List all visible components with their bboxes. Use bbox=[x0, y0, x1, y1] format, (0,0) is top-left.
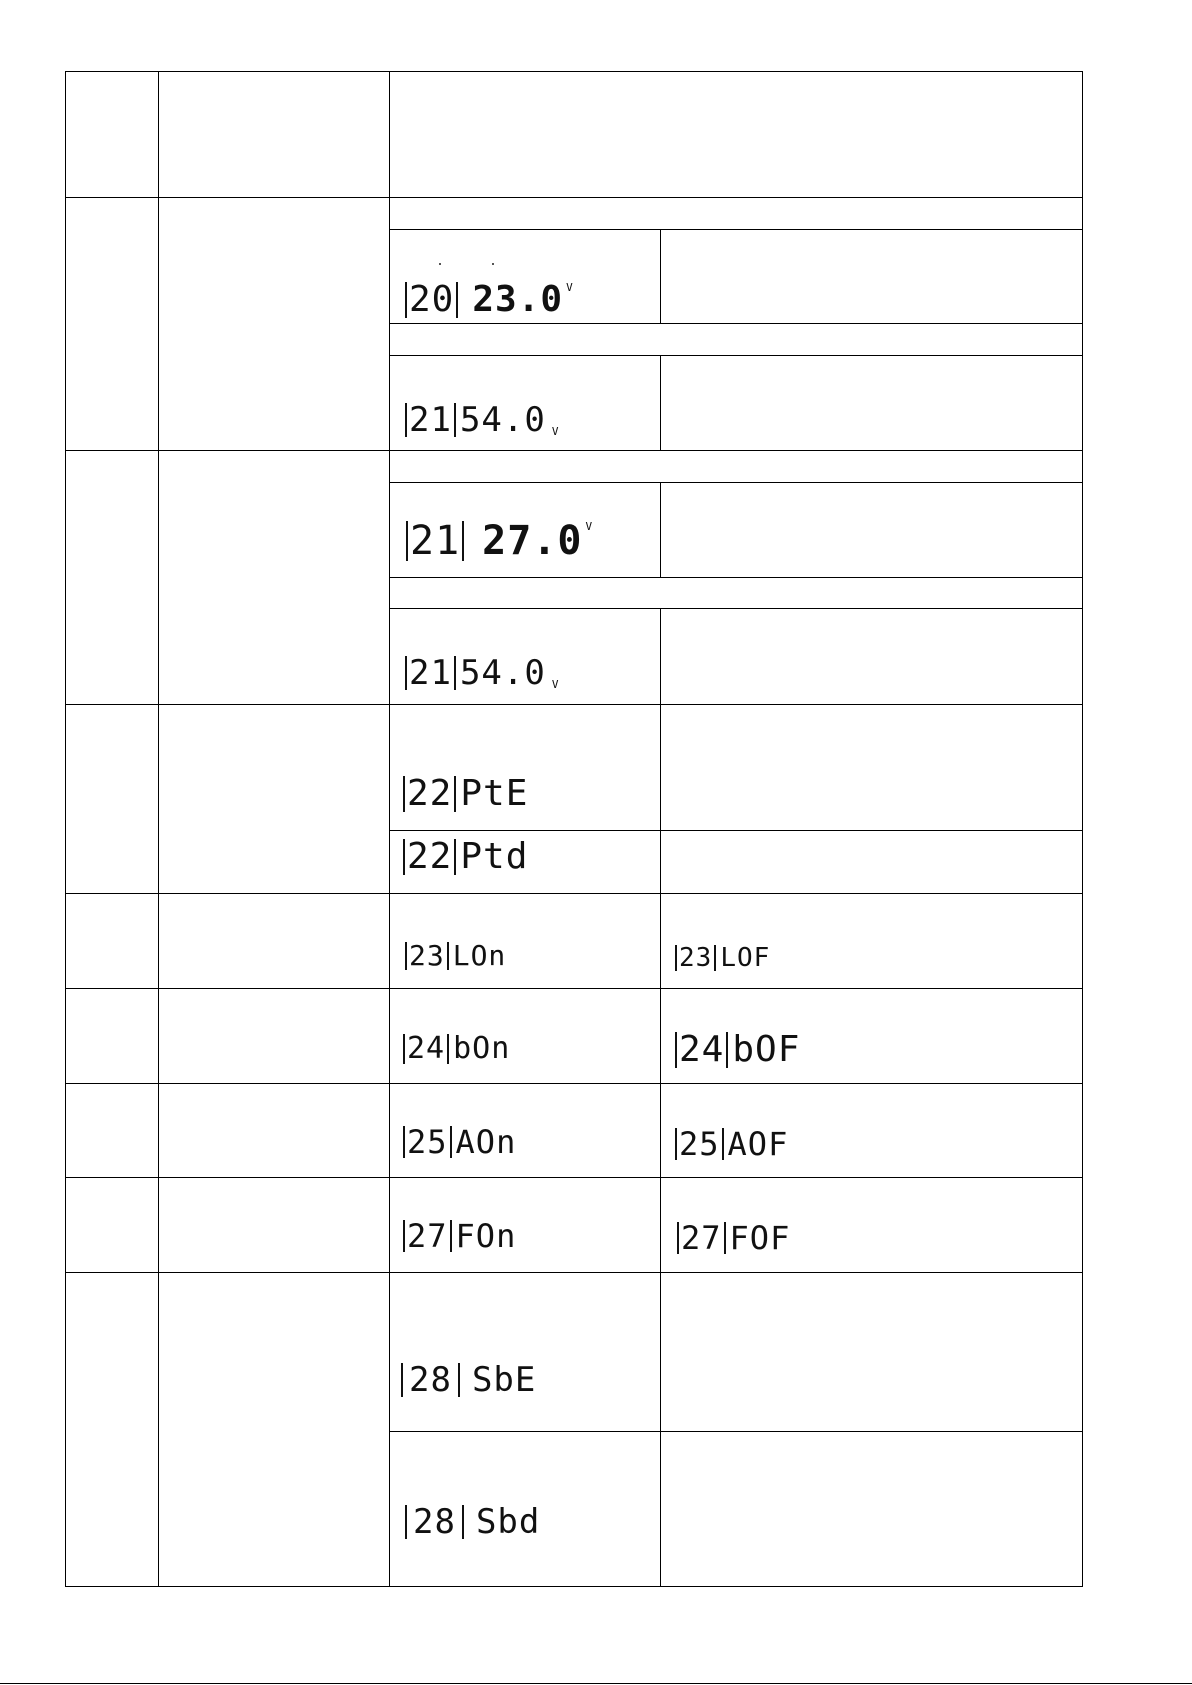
lcd-code: 24 bbox=[675, 1032, 728, 1068]
lcd-value: AOn bbox=[455, 1123, 517, 1161]
lcd-readout bbox=[675, 1029, 801, 1070]
lcd-value: Sbd bbox=[475, 1502, 541, 1542]
table-divider-col2 bbox=[389, 71, 390, 1587]
lcd-value: FOn bbox=[455, 1217, 517, 1255]
lcd-segment-mark bbox=[492, 263, 494, 265]
lcd-code: 22 bbox=[403, 776, 456, 812]
lcd-unit: V bbox=[585, 520, 593, 533]
table-border-left bbox=[65, 71, 66, 1587]
lcd-readout bbox=[405, 939, 507, 972]
lcd-value: PtE bbox=[460, 773, 529, 814]
lcd-value: 27.0 bbox=[482, 518, 583, 564]
lcd-readout bbox=[403, 1031, 511, 1066]
table-divider-col3 bbox=[660, 356, 661, 450]
lcd-readout bbox=[405, 1502, 541, 1542]
lcd-readout bbox=[403, 1217, 517, 1255]
table-border-bottom bbox=[65, 1586, 1083, 1587]
lcd-value: LOn bbox=[452, 939, 507, 972]
page-bottom-rule bbox=[0, 1683, 1192, 1684]
lcd-code: 23 bbox=[405, 942, 449, 970]
lcd-readout bbox=[405, 279, 573, 320]
subrow-divider bbox=[389, 1431, 1083, 1432]
lcd-unit: V bbox=[566, 281, 573, 294]
lcd-value: 23.0 bbox=[472, 279, 564, 320]
lcd-code: 21 bbox=[406, 521, 464, 561]
lcd-code: 27 bbox=[403, 1220, 452, 1252]
lcd-value: LOF bbox=[720, 943, 771, 973]
lcd-readout bbox=[403, 1123, 517, 1161]
lcd-value: AOF bbox=[727, 1125, 789, 1163]
table-border-top bbox=[65, 71, 1083, 72]
lcd-unit: V bbox=[551, 425, 559, 438]
row-divider bbox=[65, 450, 1083, 451]
table-divider-col1 bbox=[158, 71, 159, 1587]
lcd-code: 27 bbox=[677, 1222, 726, 1254]
subrow-divider bbox=[389, 577, 1083, 578]
lcd-value: FOF bbox=[729, 1219, 791, 1257]
lcd-code: 21 bbox=[405, 656, 456, 690]
row-divider bbox=[65, 704, 1083, 705]
lcd-value: 54.0 bbox=[459, 653, 546, 693]
lcd-value: bOF bbox=[732, 1029, 801, 1070]
subrow-divider bbox=[389, 830, 1083, 831]
lcd-value: Ptd bbox=[460, 836, 529, 877]
subrow-divider bbox=[389, 482, 1083, 483]
lcd-readout bbox=[403, 836, 529, 877]
lcd-code: 28 bbox=[405, 1505, 464, 1539]
table-divider-col3 bbox=[660, 609, 661, 704]
lcd-code: 25 bbox=[675, 1128, 724, 1160]
lcd-readout bbox=[401, 1360, 537, 1400]
row-divider bbox=[65, 1083, 1083, 1084]
row-divider bbox=[65, 1272, 1083, 1273]
lcd-code: 20 bbox=[405, 282, 458, 318]
row-divider bbox=[65, 1177, 1083, 1178]
lcd-code: 28 bbox=[401, 1363, 460, 1397]
subrow-divider bbox=[389, 608, 1083, 609]
lcd-segment-mark bbox=[439, 263, 441, 265]
lcd-value: bOn bbox=[453, 1031, 511, 1066]
table-divider-col3 bbox=[660, 483, 661, 577]
lcd-readout bbox=[675, 1125, 789, 1163]
table-divider-col3 bbox=[660, 704, 661, 1587]
lcd-readout bbox=[677, 1219, 791, 1257]
row-divider bbox=[65, 988, 1083, 989]
row-divider bbox=[65, 197, 1083, 198]
subrow-divider bbox=[389, 229, 1083, 230]
lcd-code: 22 bbox=[403, 839, 456, 875]
lcd-code: 24 bbox=[403, 1034, 449, 1064]
lcd-value: 54.0 bbox=[459, 400, 546, 440]
lcd-readout bbox=[403, 773, 529, 814]
lcd-unit: V bbox=[551, 678, 559, 691]
lcd-readout bbox=[405, 400, 559, 440]
row-divider bbox=[65, 893, 1083, 894]
lcd-readout bbox=[675, 945, 770, 971]
lcd-readout bbox=[405, 653, 559, 693]
lcd-code: 25 bbox=[403, 1126, 452, 1158]
lcd-readout bbox=[406, 518, 593, 564]
lcd-code: 23 bbox=[675, 945, 716, 971]
table-border-right bbox=[1082, 71, 1083, 1587]
lcd-value: SbE bbox=[471, 1360, 537, 1400]
lcd-code: 21 bbox=[405, 403, 456, 437]
table-divider-col3 bbox=[660, 230, 661, 324]
subrow-divider bbox=[389, 355, 1083, 356]
subrow-divider bbox=[389, 323, 1083, 324]
